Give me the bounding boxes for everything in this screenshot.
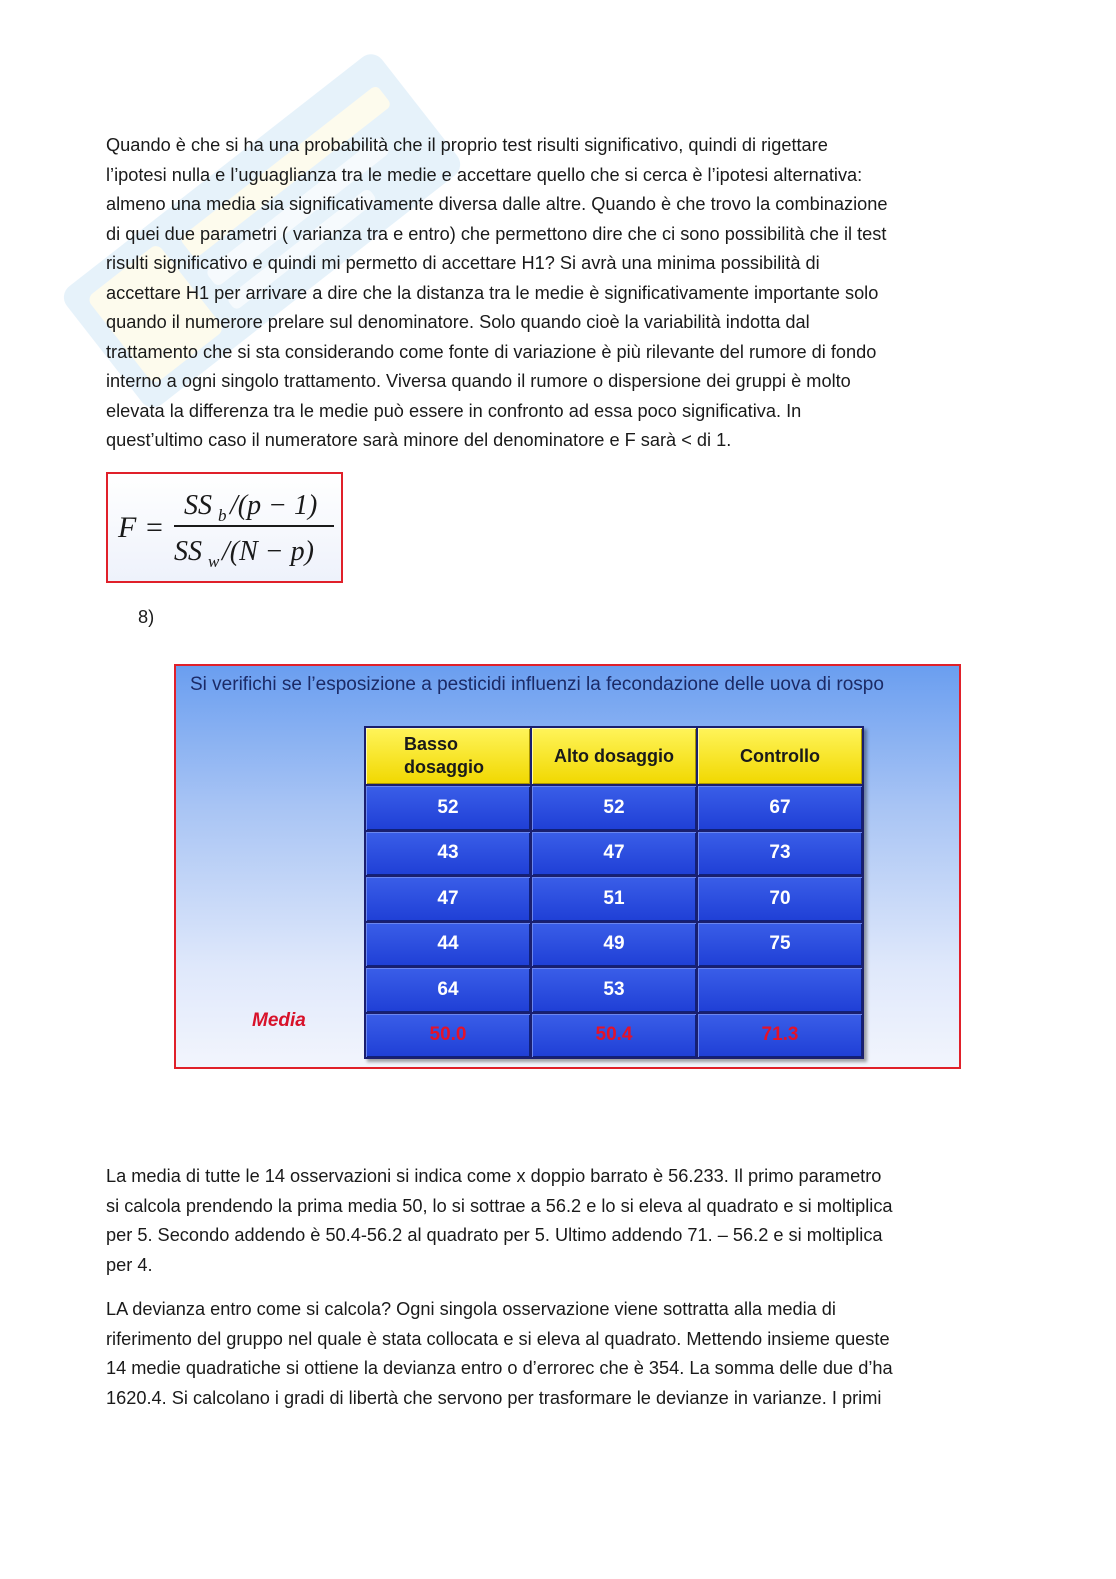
header-line: Basso (404, 734, 459, 754)
text-line: si calcola prendendo la prima media 50, lo si sottrae a 56.2 e lo si eleva al quadrato e si moltiplica (106, 1195, 893, 1216)
text-line: per 4. (106, 1254, 153, 1275)
mean-row-label: Media (252, 1010, 306, 1031)
column-header-controllo: Controllo (698, 728, 862, 784)
text-line: 14 medie quadratiche si ottiene la devianza entro o d’errorec che è 354. La somma delle due d’ha (106, 1358, 893, 1378)
text-line: La media di tutte le 14 osservazioni si indica come x doppio barrato è 56.233. Il primo parametro (106, 1166, 882, 1186)
paragraph-mean-calc (106, 1162, 1006, 1280)
formula-equals: = (146, 511, 163, 544)
table-cell: 49 (532, 923, 696, 967)
text-line: almeno una media sia significativamente diversa dalle altre. Quando è che trovo la combinazione (106, 194, 888, 214)
formula-lhs: F (118, 511, 137, 544)
data-table-slide (174, 664, 961, 1069)
table-cell: 75 (698, 923, 862, 967)
text-line: Quando è che si ha una probabilità che il proprio test risulti significativo, quindi di rigettare (106, 135, 828, 155)
formula-num-ss: SS (184, 490, 212, 521)
text-line: accettare H1 per arrivare a dire che la distanza tra le medie è significativamente importante solo (106, 282, 879, 303)
table-cell: 47 (532, 832, 696, 876)
table-cell: 67 (698, 786, 862, 830)
f-formula (108, 474, 341, 581)
question-number: 8) (138, 607, 155, 627)
paragraph-intro (106, 131, 1006, 456)
table-cell: 70 (698, 877, 862, 921)
text-line: LA devianza entro come si calcola? Ogni singola osservazione viene sottratta alla media di (106, 1299, 836, 1319)
formula-den-ss: SS (174, 536, 202, 567)
paragraph-devianza (106, 1295, 1006, 1413)
text-line: elevata la differenza tra le medie può essere in confronto ad essa poco significativa. In (106, 400, 802, 421)
header-line: dosaggio (404, 757, 484, 777)
data-table (364, 726, 864, 1059)
table-cell: 52 (366, 786, 530, 830)
table-cell: 43 (366, 832, 530, 876)
formula-num-sub: b (218, 506, 227, 525)
text-line: per 5. Secondo addendo è 50.4-56.2 al quadrato per 5. Ultimo addendo 71. – 56.2 e si moltiplica (106, 1225, 883, 1245)
formula-den-sub: w (208, 552, 220, 571)
text-line: 1620.4. Si calcolano i gradi di libertà che servono per trasformare le devianze in varianze. I primi (106, 1387, 882, 1408)
table-cell: 44 (366, 923, 530, 967)
table-cell: 73 (698, 832, 862, 876)
formula-num-rest: /(p − 1) (230, 490, 318, 521)
table-cell: 64 (366, 968, 530, 1012)
text-line: quest’ultimo caso il numeratore sarà minore del denominatore e F sarà < di 1. (106, 430, 732, 450)
column-header-alto: Alto dosaggio (532, 728, 696, 784)
table-cell: 53 (532, 968, 696, 1012)
table-cell-empty (698, 968, 862, 1012)
mean-cell-controllo: 71.3 (698, 1014, 862, 1058)
text-line: l’ipotesi nulla e l’uguaglianza tra le medie e accettare quello che si cerca è l’ipotesi alternativa: (106, 164, 863, 185)
text-line: quando il numerore prelare sul denominatore. Solo quando cioè la variabilità indotta dal (106, 312, 810, 332)
table-cell: 52 (532, 786, 696, 830)
mean-cell-alto: 50.4 (532, 1014, 696, 1058)
slide-title: Si verifichi se l’esposizione a pesticidi influenzi la fecondazione delle uova di rospo (190, 674, 884, 695)
table-cell: 47 (366, 877, 530, 921)
f-formula-box (106, 472, 343, 583)
mean-cell-basso: 50.0 (366, 1014, 530, 1058)
text-line: interno a ogni singolo trattamento. Viversa quando il rumore o dispersione dei gruppi è molto (106, 371, 851, 391)
formula-den-rest: /(N − p) (222, 536, 314, 567)
text-line: risulti significativo e quindi mi permetto di accettare H1? Si avrà una minima possibilità di (106, 253, 820, 273)
table-cell: 51 (532, 877, 696, 921)
text-line: di quei due parametri ( varianza tra e entro) che permettono dire che ci sono possibilità che il test (106, 223, 887, 244)
text-line: trattamento che si sta considerando come fonte di variazione è più rilevante del rumore di fondo (106, 341, 877, 362)
column-header-basso-text (404, 733, 484, 779)
text-line: riferimento del gruppo nel quale è stata collocata e si eleva al quadrato. Mettendo insieme queste (106, 1328, 890, 1349)
column-header-basso (366, 728, 530, 784)
